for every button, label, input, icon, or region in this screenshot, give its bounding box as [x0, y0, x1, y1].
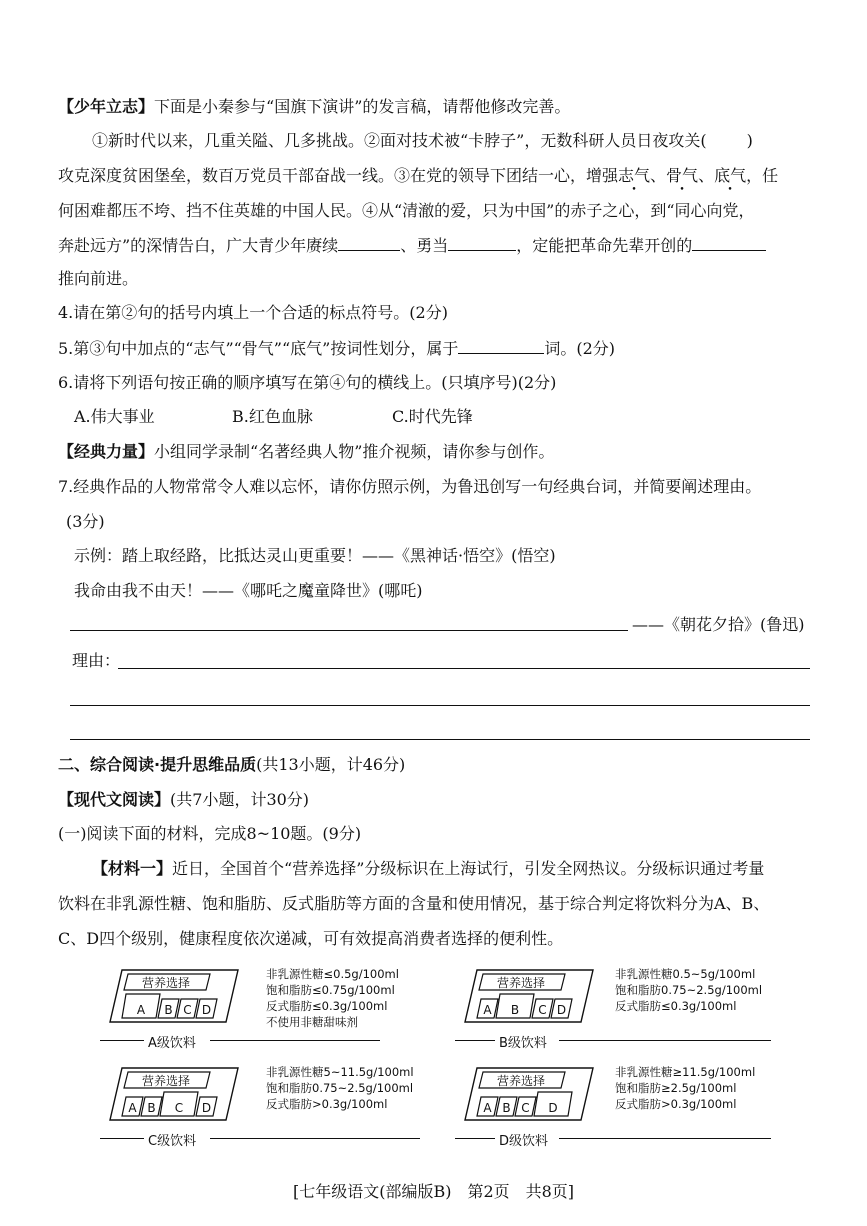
nutri-logo-b	[455, 966, 615, 1026]
grade-letter: D	[201, 1101, 212, 1115]
grade-letter: A	[136, 1003, 146, 1017]
passage-text: ①新时代以来，几重关隘、几多挑战。②面对技术被“卡脖子”，无数科研人员日夜攻关(	[92, 131, 707, 150]
spec-item: 非乳源性糖5~11.5g/100ml	[266, 1065, 414, 1079]
spec-item: 饱和脂肪≥2.5g/100ml	[615, 1081, 737, 1095]
panel-caption: B级饮料	[499, 1036, 547, 1051]
question-text: 词。(2分)	[544, 339, 616, 358]
grade-letter: D	[556, 1003, 567, 1017]
material-1-line-2: 饮料在非乳源性糖、饱和脂肪、反式脂肪等方面的含量和使用情况，基于综合判定将饮料分为A、B、	[58, 894, 770, 913]
spec-list	[615, 966, 762, 1014]
passage-text: ，任	[746, 166, 779, 185]
panel-caption: C级饮料	[148, 1134, 197, 1149]
caption-rule	[559, 1040, 771, 1041]
reason-label: 理由：	[72, 651, 121, 670]
answer-line-reason-3[interactable]	[70, 739, 810, 740]
panel-caption: A级饮料	[148, 1036, 196, 1051]
spec-list	[266, 966, 399, 1030]
subsection-1: (一)阅读下面的材料，完成8~10题。(9分)	[58, 824, 362, 843]
answer-line-reason-1[interactable]	[118, 668, 810, 669]
passage-line-5: 推向前进。	[58, 269, 139, 288]
grade-letter: C	[538, 1003, 547, 1017]
part2-heading-note: (共13小题，计46分)	[256, 755, 406, 774]
spec-item: 不使用非糖甜味剂	[266, 1015, 358, 1029]
caption-rule	[455, 1138, 495, 1139]
punct: 、	[698, 166, 715, 185]
grade-letter: A	[128, 1101, 137, 1115]
panel-caption: D级饮料	[499, 1134, 549, 1149]
answer-blank-2[interactable]	[448, 234, 516, 251]
caption-rule	[100, 1138, 144, 1139]
spec-list	[615, 1064, 755, 1112]
grade-letter: B	[502, 1101, 511, 1115]
caption-rule	[210, 1138, 420, 1139]
example-2: 我命由我不由天！——《哪吒之魔童降世》(哪吒)	[74, 581, 423, 600]
question-5	[58, 337, 615, 360]
dotted-word-zhiqi: 志气	[618, 166, 651, 185]
option-a: A.伟大事业	[74, 407, 155, 426]
question-6: 6.请将下列语句按正确的顺序填写在第④句的横线上。(只填序号)(2分)	[58, 373, 557, 392]
passage-line-2	[58, 165, 778, 187]
question-7: 7.经典作品的人物常常令人难以忘怀，请你仿照示例，为鲁迅创写一句经典台词，并简要阐述理由。	[58, 477, 762, 496]
modern-reading-line	[58, 789, 309, 811]
material-text: 近日，全国首个“营养选择”分级标识在上海试行，引发全网热议。分级标识通过考量	[172, 859, 765, 878]
nutri-logo-c	[100, 1064, 260, 1124]
grade-panel-d	[455, 1064, 825, 1149]
spec-item: 饱和脂肪≤0.75g/100ml	[266, 983, 395, 997]
part2-heading-line	[58, 754, 405, 776]
grade-letter: D	[548, 1101, 558, 1115]
grade-letter: B	[164, 1003, 173, 1017]
grade-letter: C	[183, 1003, 192, 1017]
spec-list	[266, 1064, 414, 1112]
section-intro: 小组同学录制“名著经典人物”推介视频，请你参与创作。	[154, 442, 555, 461]
page-footer: [七年级语文(部编版B) 第2页 共8页]	[292, 1182, 575, 1201]
spec-item: 饱和脂肪0.75~2.5g/100ml	[266, 1081, 414, 1095]
option-c: C.时代先锋	[392, 407, 473, 426]
grade-letter: C	[521, 1101, 530, 1115]
logo-title: 营养选择	[141, 1074, 191, 1088]
grade-letter: B	[510, 1003, 520, 1017]
passage-text: 、勇当	[400, 236, 449, 255]
grade-letter: C	[174, 1101, 184, 1115]
spec-item: 饱和脂肪0.75~2.5g/100ml	[615, 983, 763, 997]
caption-rule	[455, 1040, 495, 1041]
example-1: 示例：踏上取经路，比抵达灵山更重要！——《黑神话·悟空》(悟空)	[74, 546, 556, 565]
answer-blank-1[interactable]	[338, 234, 400, 251]
caption-rule	[559, 1138, 771, 1139]
logo-title: 营养选择	[496, 1074, 546, 1088]
part2-heading: 二、综合阅读·提升思维品质	[58, 755, 257, 774]
passage-line-3: 何困难都压不垮、挡不住英雄的中国人民。④从“清澈的爱，只为中国”的赤子之心，到“同心向党，	[58, 201, 755, 220]
passage-text: 奔赴远方”的深情告白，广大青少年赓续	[58, 236, 339, 255]
grade-letter: D	[201, 1003, 212, 1017]
modern-reading-note: (共7小题，计30分)	[170, 790, 310, 809]
answer-line-reason-2[interactable]	[70, 705, 810, 706]
passage-text: )	[746, 131, 753, 150]
answer-blank-3[interactable]	[692, 234, 766, 251]
spec-item: 反式脂肪≤0.3g/100ml	[615, 999, 737, 1013]
spec-item: 反式脂肪>0.3g/100ml	[615, 1097, 737, 1111]
grade-letter: A	[483, 1003, 492, 1017]
material-1-tag: 【材料一】	[92, 859, 173, 878]
spec-item: 反式脂肪>0.3g/100ml	[266, 1097, 388, 1111]
grade-panel-b	[455, 966, 825, 1051]
punct: 、	[650, 166, 667, 185]
section-tag-youth: 【少年立志】	[58, 97, 155, 116]
passage-text: 攻克深度贫困堡垒，数百万党员干部奋战一线。③在党的领导下团结一心，增强	[58, 166, 619, 185]
answer-line-quote[interactable]	[70, 630, 628, 631]
nutri-logo-d	[455, 1064, 615, 1124]
passage-text: ，定能把革命先辈开创的	[516, 236, 693, 255]
modern-reading-tag: 【现代文阅读】	[58, 790, 171, 809]
section-intro-line-2	[58, 441, 554, 463]
spec-item: 非乳源性糖≥11.5g/100ml	[615, 1065, 756, 1079]
grade-panel-a	[100, 966, 470, 1051]
question-text: 5.第③句中加点的“志气”“骨气”“底气”按词性划分，属于	[58, 339, 459, 358]
logo-title: 营养选择	[496, 976, 546, 990]
quote-source: ——《朝花夕拾》(鲁迅)	[632, 615, 805, 634]
passage-line-1	[92, 130, 753, 152]
material-1-line-3: C、D四个级别，健康程度依次递减，可有效提高消费者选择的便利性。	[58, 929, 564, 948]
answer-blank-q5[interactable]	[458, 337, 544, 354]
option-b: B.红色血脉	[232, 407, 313, 426]
question-4: 4.请在第②句的括号内填上一个合适的标点符号。(2分)	[58, 303, 448, 322]
grade-letter: B	[147, 1101, 156, 1115]
spec-item: 非乳源性糖≤0.5g/100ml	[266, 967, 399, 981]
passage-line-4	[58, 234, 766, 257]
logo-title: 营养选择	[141, 976, 191, 990]
material-1-line-1	[92, 858, 764, 880]
caption-rule	[100, 1040, 144, 1041]
section-intro-line	[58, 96, 570, 118]
spec-item: 反式脂肪≤0.3g/100ml	[266, 999, 388, 1013]
spec-item: 非乳源性糖0.5~5g/100ml	[615, 967, 756, 981]
dotted-word-diqi: 底气	[714, 166, 747, 185]
grade-letter: A	[483, 1101, 492, 1115]
grade-panel-c	[100, 1064, 470, 1149]
nutri-logo-a	[100, 966, 260, 1026]
dotted-word-guqi: 骨气	[666, 166, 699, 185]
section-intro: 下面是小秦参与“国旗下演讲”的发言稿，请帮他修改完善。	[154, 97, 571, 116]
question-7-score: (3分)	[66, 512, 105, 531]
section-tag-classic: 【经典力量】	[58, 442, 155, 461]
caption-rule	[210, 1040, 380, 1041]
